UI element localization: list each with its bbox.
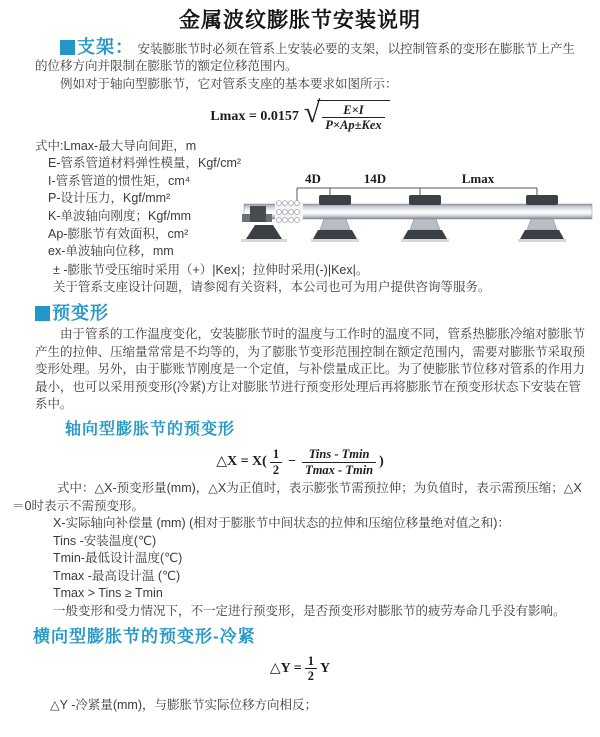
support-intro-text: 安装膨胀节时必须在管系上安装必要的支架，以控制管系的变形在膨胀节上产生的位移方向并限制在膨胀节的额定位移范围内。 xyxy=(35,41,575,73)
formula-lmax-numerator: E×I xyxy=(322,103,384,118)
dim-label-14d: 14D xyxy=(363,170,387,186)
half-denominator: 2 xyxy=(272,462,280,477)
formula-dx-denominator: Tmax - Tmin xyxy=(305,462,374,477)
formula-dx-lhs: △X = X( xyxy=(216,454,267,470)
radical-sign-icon: √ xyxy=(303,96,321,129)
dx-definition: 式中：△X-预变形量(mm)，△X为正值时，表示膨张节需预拉伸；为负值时，表示需预压缩；△X＝0时表示不需预变形。 xyxy=(12,481,582,513)
minus-sign: − xyxy=(288,454,297,470)
dim-label-4d: 4D xyxy=(305,170,321,186)
section-marker-icon xyxy=(60,40,75,55)
predeform-section-heading: 预变形 xyxy=(52,302,109,323)
section-marker-icon xyxy=(35,306,50,321)
note-plus-minus: ± -膨胀节受压缩时采用（+）|Kex|；拉伸时采用(-)|Kex|。 xyxy=(53,262,369,277)
note-service: 关于管系支座设计问题，请参阅有关资料，本公司也可为用户提供咨询等服务。 xyxy=(53,280,491,295)
formula-lmax xyxy=(0,96,600,133)
x-definition: X-实际轴向补偿量 (mm) (相对于膨胀节中间状态的拉伸和压缩位移量绝对值之和)： xyxy=(53,516,510,530)
formula-lmax-lhs: Lmax = 0.0157 xyxy=(210,108,299,124)
temperature-relation: Tmax > Tins ≥ Tmin xyxy=(53,586,163,601)
formula-delta-y xyxy=(0,654,600,684)
half-numerator: 1 xyxy=(270,447,282,462)
dim-label-lmax: Lmax xyxy=(461,170,495,186)
half-denominator: 2 xyxy=(307,669,314,684)
dy-definition: △Y -冷紧量(mm)，与膨胀节实际位移方向相反； xyxy=(50,697,318,712)
definitions-intro: 式中:Lmax-最大导向间距，m xyxy=(35,138,197,153)
definition-item: Ap-膨胀节有效面积，cm² xyxy=(48,226,189,241)
tins-definition: Tins -安装温度(℃) xyxy=(53,533,157,548)
formula-dy-lhs: △Y = xyxy=(269,661,302,677)
page-title: 金属波纹膨胀节安装说明 xyxy=(179,9,421,32)
formula-dx-numerator: Tins - Tmin xyxy=(302,447,376,462)
definition-item: E-管系管道材料弹性模量，Kgf/cm² xyxy=(48,156,242,171)
definitions-and-diagram xyxy=(35,138,590,262)
bellows-icon xyxy=(275,200,303,222)
close-paren: ) xyxy=(379,454,384,470)
axial-predeform-heading: 轴向型膨胀节的预变形 xyxy=(65,420,236,438)
definition-item: P-设计压力，Kgf/mm² xyxy=(48,191,171,206)
tmin-definition: Tmin-最低设计温度(℃) xyxy=(53,551,183,566)
predeform-paragraph: 由于管系的工作温度变化，安装膨胀节时的温度与工作时的温度不同，管系热膨胀冷缩对膨胀节产生的拉伸、压缩量常常是不均等的，为了膨胀节变形范围控制在额定范围内，需要对膨胀节采取预变形处理。另外，由于膨账节刚度是一个定值，与补偿量成正比。为了使膨胀节位移对管系的作用力最小，也可以采用预变形(冷紧)方让对膨胀节进行预变形处理后再将膨胀节在预变形状态下安装在管系中。 xyxy=(35,327,586,412)
half-numerator: 1 xyxy=(305,654,317,669)
formula-dy-rhs: Y xyxy=(319,661,331,677)
formula-delta-x xyxy=(0,447,600,477)
section-support xyxy=(0,36,600,297)
support-example-text: 例如对于轴向型膨胀节，它对管系支座的基本要求如图所示： xyxy=(60,76,398,91)
square-root xyxy=(303,96,390,133)
section-predeform xyxy=(0,302,600,715)
support-section-heading: 支架： xyxy=(77,36,134,57)
predeform-heading-line xyxy=(35,302,600,325)
definition-item: I-管系管道的惯性矩，cm⁴ xyxy=(48,173,191,188)
lateral-predeform-heading: 横向型膨胀节的预变形-冷紧 xyxy=(33,626,256,646)
support-intro-paragraph xyxy=(35,36,586,76)
axial-note: 一般变形和受力情况下，不一定进行预变形，是否预变形对膨胀节的疲劳寿命几乎没有影响。 xyxy=(53,603,566,618)
tmax-definition: Tmax -最高设计温 (℃) xyxy=(53,568,181,583)
formula-lmax-denominator: P×Ap±Kex xyxy=(325,118,382,133)
definition-item: ex-单波轴向位移，mm xyxy=(48,244,174,259)
pipe-support-diagram xyxy=(240,168,596,263)
definition-item: K-单波轴向刚度；Kgf/mm xyxy=(48,209,192,224)
